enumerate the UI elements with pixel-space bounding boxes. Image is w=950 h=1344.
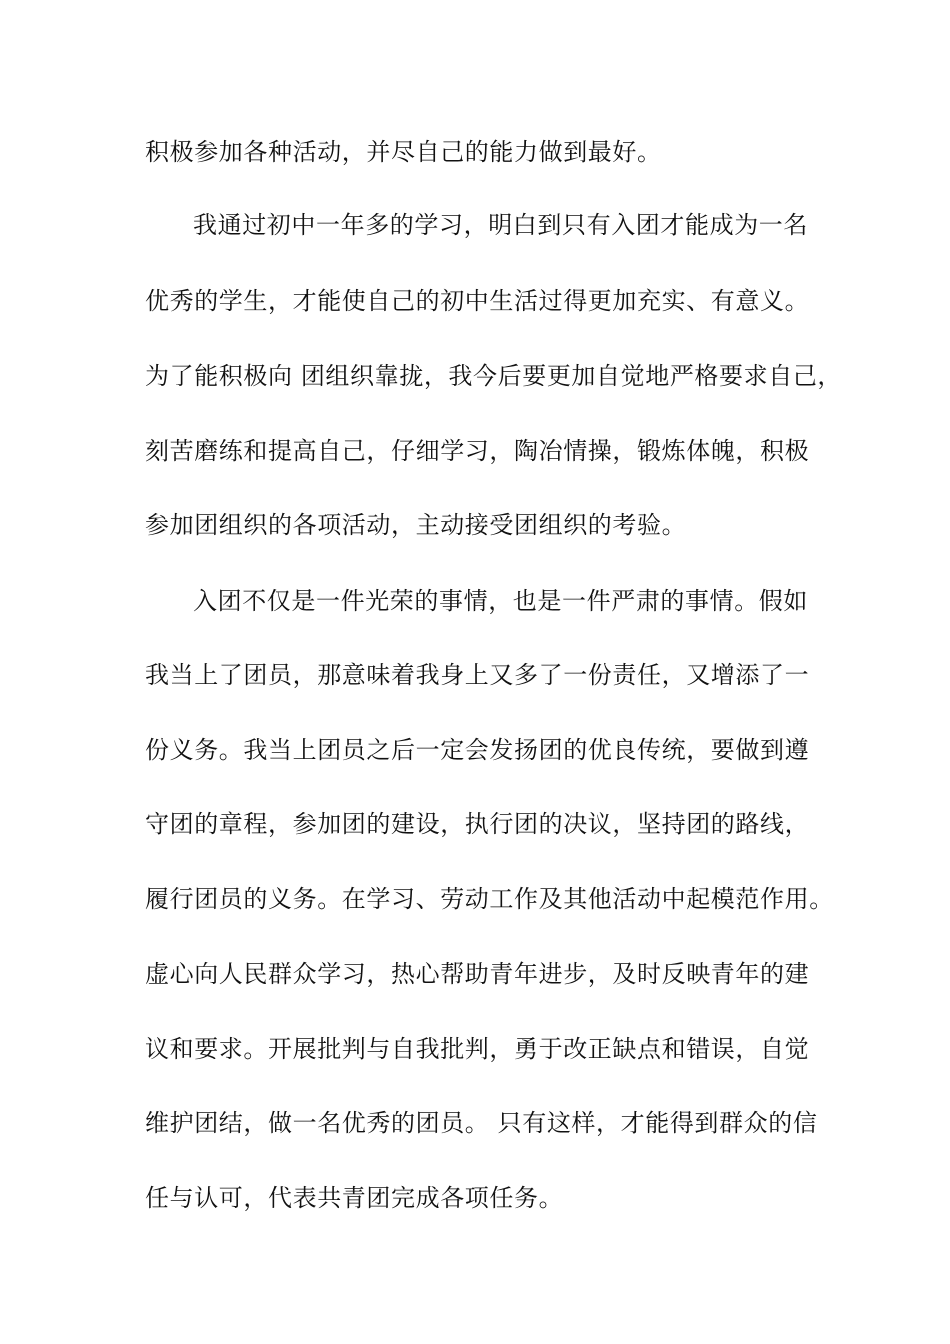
text-line: 维护团结，做一名优秀的团员。 只有这样，才能得到群众的信 — [145, 1109, 818, 1137]
text-line: 履行团员的义务。在学习、劳动工作及其他活动中起模范作用。 — [145, 885, 834, 913]
text-line: 份义务。我当上团员之后一定会发扬团的优良传统，要做到遵 — [145, 736, 810, 764]
text-line: 积极参加各种活动，并尽自己的能力做到最好。 — [145, 138, 662, 166]
text-line: 任与认可，代表共青团完成各项任务。 — [145, 1184, 564, 1212]
text-line: 参加团组织的各项活动，主动接受团组织的考验。 — [145, 511, 687, 539]
text-line: 刻苦磨练和提高自己，仔细学习，陶冶情操，锻炼体魄，积极 — [145, 437, 810, 465]
paragraph-first-line: 我通过初中一年多的学习，明白到只有入团才能成为一名 — [193, 211, 808, 239]
text-line: 为了能积极向 团组织靠拢，我今后要更加自觉地严格要求自己， — [145, 362, 843, 390]
text-line: 我当上了团员，那意味着我身上又多了一份责任，又增添了一 — [145, 661, 810, 689]
text-line: 虚心向人民群众学习，热心帮助青年进步，及时反映青年的建 — [145, 960, 810, 988]
text-line: 议和要求。开展批判与自我批判，勇于改正缺点和错误，自觉 — [145, 1035, 810, 1063]
paragraph-first-line: 入团不仅是一件光荣的事情，也是一件严肃的事情。假如 — [193, 587, 808, 615]
text-line: 守团的章程，参加团的建设，执行团的决议，坚持团的路线， — [145, 810, 810, 838]
text-line: 优秀的学生，才能使自己的初中生活过得更加充实、有意义。 — [145, 287, 810, 315]
